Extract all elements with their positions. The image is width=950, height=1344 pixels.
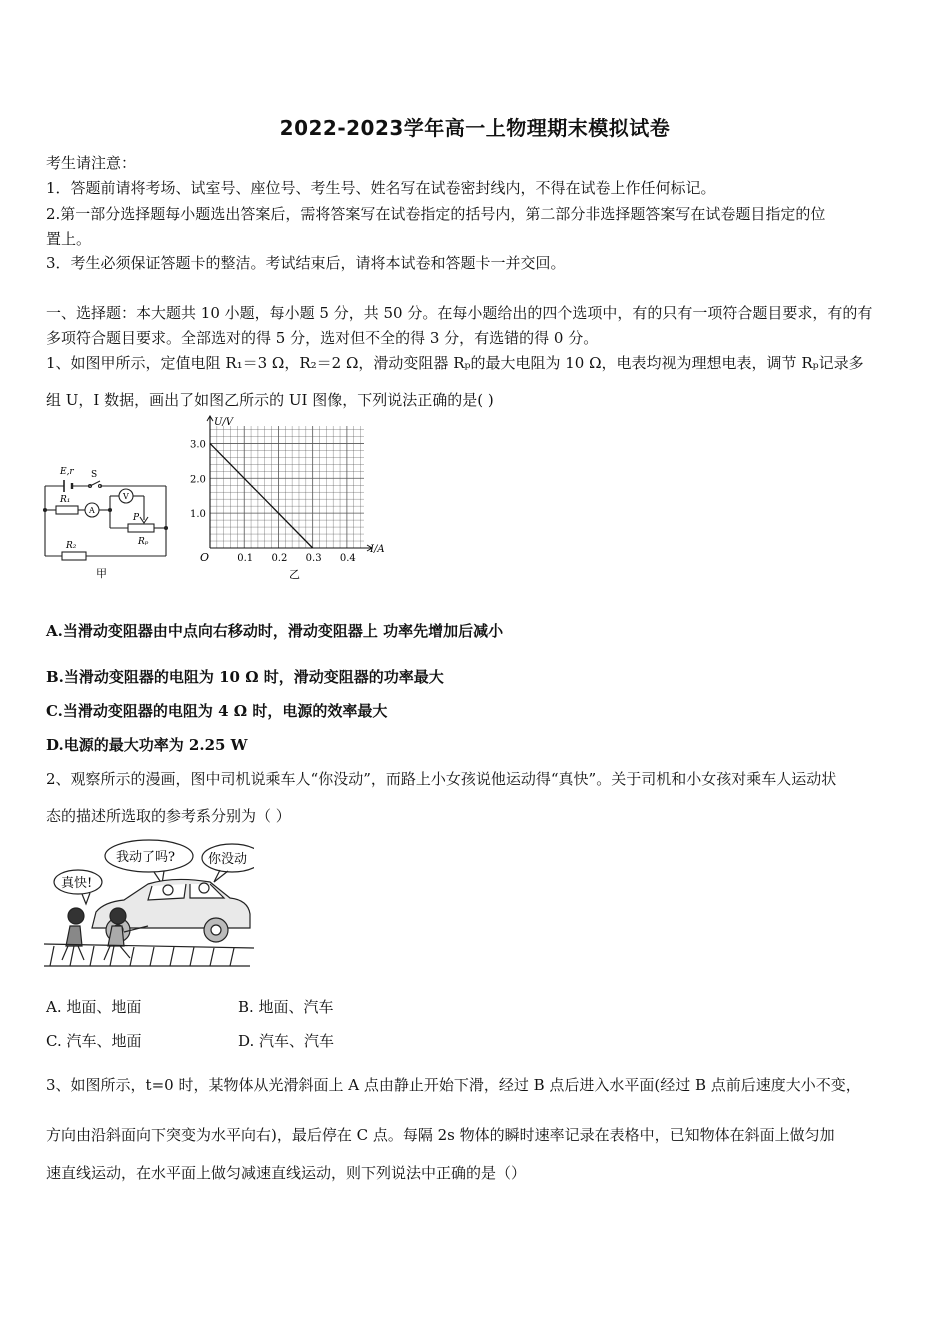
- car-cartoon-illustration: [44, 836, 254, 972]
- notice-item-2: 2.第一部分选择题每小题选出答案后，需将答案写在试卷指定的括号内，第二部分非选择题答案写在试卷题目指定的位: [46, 205, 826, 223]
- page-title: 2022-2023学年高一上物理期末模拟试卷: [279, 116, 671, 140]
- question-2-option-d: D. 汽车、汽车: [238, 1032, 335, 1050]
- circuit-r2-label: R₂: [66, 541, 77, 551]
- chart-x-axis-label: I/A: [370, 544, 385, 555]
- question-1-option-a: A.当滑动变阻器由中点向右移动时，滑动变阻器上 功率先增加后减小: [46, 622, 504, 640]
- chart-x-tick-label: 0.3: [305, 553, 322, 564]
- circuit-ammeter-label: A: [89, 506, 95, 515]
- chart-caption: 乙: [289, 568, 300, 581]
- question-1-option-b: B.当滑动变阻器的电阻为 10 Ω 时，滑动变阻器的功率最大: [46, 668, 444, 686]
- question-2-stem-cont: 态的描述所选取的参考系分别为（ ）: [46, 807, 291, 825]
- chart-y-tick-label: 2.0: [190, 474, 206, 486]
- speech-bubble-passenger: 我动了吗?: [116, 850, 175, 865]
- chart-x-tick-label: 0.2: [271, 553, 288, 564]
- chart-tick-labels: [190, 439, 356, 564]
- section-1-instructions: 一、选择题：本大题共 10 小题，每小题 5 分，共 50 分。在每小题给出的四个选项中，有的只有一项符合题目要求，有的有: [46, 304, 873, 322]
- section-1-instructions-cont: 多项符合题目要求。全部选对的得 5 分，选对但不全的得 3 分，有选错的得 0 分。: [46, 329, 599, 347]
- circuit-caption: 甲: [96, 567, 107, 580]
- chart-y-axis-label: U/V: [214, 417, 234, 428]
- circuit-voltmeter-label: V: [123, 492, 129, 501]
- notice-item-2-cont: 置上。: [46, 230, 92, 248]
- speech-bubble-driver: 你没动: [208, 852, 248, 867]
- question-1-stem-cont: 组 U，I 数据，画出了如图乙所示的 UI 图像，下列说法正确的是( ): [46, 391, 494, 409]
- question-2-option-a: A. 地面、地面: [46, 998, 142, 1016]
- circuit-slider-label: P: [133, 513, 140, 523]
- chart-x-tick-label: 0.1: [237, 553, 254, 564]
- question-3-stem-cont-2: 速直线运动，在水平面上做匀减速直线运动，则下列说法中正确的是（）: [46, 1164, 527, 1182]
- chart-grid: [210, 426, 364, 548]
- circuit-switch-label: S: [91, 470, 98, 480]
- circuit-rheostat-label: Rₚ: [138, 537, 149, 547]
- chart-series-line: [210, 443, 313, 548]
- speech-bubble-girl: 真快!: [61, 876, 93, 891]
- chart-x-tick-label: 0.4: [339, 553, 356, 564]
- question-1-option-d: D.电源的最大功率为 2.25 W: [46, 736, 248, 754]
- question-1-option-c: C.当滑动变阻器的电阻为 4 Ω 时，电源的效率最大: [46, 702, 388, 720]
- chart-y-tick-label: 1.0: [190, 509, 206, 521]
- question-1-stem: 1、如图甲所示，定值电阻 R₁＝3 Ω，R₂＝2 Ω，滑动变阻器 Rₚ的最大电阻为 10 Ω，电表均视为理想电表，调节 Rₚ记录多: [46, 354, 864, 372]
- chart-origin-label: O: [200, 551, 210, 564]
- question-2-stem: 2、观察所示的漫画，图中司机说乘车人“你没动”，而路上小女孩说他运动得“真快”。关于司机和小女孩对乘车人运动状: [46, 770, 837, 788]
- circuit-r1-label: R₁: [60, 495, 71, 505]
- notice-item-3: 3．考生必须保证答题卡的整洁。考试结束后，请将本试卷和答题卡一并交回。: [46, 254, 566, 272]
- question-2-option-b: B. 地面、汽车: [238, 998, 334, 1016]
- circuit-diagram: [40, 460, 180, 582]
- question-3-stem: 3、如图所示，t=0 时，某物体从光滑斜面上 A 点由静止开始下滑，经过 B 点后进入水平面(经过 B 点前后速度大小不变，: [46, 1076, 861, 1094]
- question-3-stem-cont: 方向由沿斜面向下突变为水平向右)，最后停在 C 点。每隔 2s 物体的瞬时速率记录在表格中，已知物体在斜面上做匀加: [46, 1126, 835, 1144]
- question-2-option-c: C. 汽车、地面: [46, 1032, 142, 1050]
- notice-heading: 考生请注意：: [46, 154, 137, 172]
- ui-graph-chart: [186, 414, 396, 584]
- chart-y-tick-label: 3.0: [190, 439, 206, 451]
- notice-item-1: 1．答题前请将考场、试室号、座位号、考生号、姓名写在试卷密封线内，不得在试卷上作任何标记。: [46, 179, 716, 197]
- circuit-source-label: E,r: [60, 467, 74, 477]
